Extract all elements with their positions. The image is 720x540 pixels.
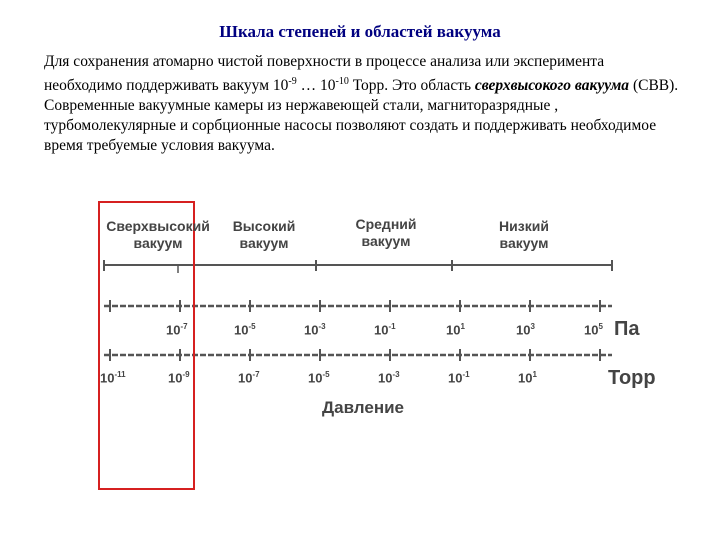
region-label-line: вакуум <box>133 235 183 251</box>
torr-unit-label: Торр <box>608 367 656 389</box>
torr-tick-label: $10^{-1}$ <box>448 370 470 386</box>
region-label-line: вакуум <box>239 235 289 251</box>
region-label-line: Средний <box>355 216 417 232</box>
torr-tick-label: $10^{-11}$ <box>100 370 126 386</box>
torr-tick-label: $10^{-9}$ <box>168 370 190 386</box>
pa-tick-label: $10^{-1}$ <box>374 322 396 338</box>
region-label-line: вакуум <box>361 233 411 249</box>
paragraph-emphasis: сверхвысокого вакуума <box>474 77 630 95</box>
paragraph-text-2: … 10 <box>296 77 336 95</box>
paragraph-text-1: Для сохранения атомарно чистой поверхности в процессе анализа или эксперимента необходимо поддерживать вакуум 10 <box>44 53 605 95</box>
pa-tick-label: $10^{-5}$ <box>234 322 256 338</box>
region-label-line: вакуум <box>499 235 549 251</box>
pa-unit-label: Па <box>614 318 640 340</box>
axis-title-pressure: Давление <box>322 398 404 417</box>
torr-tick-label: $10^{-7}$ <box>238 370 260 386</box>
region-label-low <box>484 218 564 252</box>
page-title: Шкала степеней и областей вакуума <box>219 22 501 41</box>
paragraph-text-3: Торр. Это область <box>348 77 475 95</box>
paragraph-exponent-1: -9 <box>288 76 297 87</box>
torr-tick-label: $10^{-5}$ <box>308 370 330 386</box>
pa-tick-label: $10^{-3}$ <box>304 322 326 338</box>
pa-tick-label: $10^3$ <box>516 322 535 338</box>
region-label-line: Низкий <box>499 218 549 234</box>
pa-tick-label: $10^5$ <box>584 322 603 338</box>
pa-tick-label: $10^{-7}$ <box>166 322 188 338</box>
paragraph-exponent-2: -10 <box>335 76 349 87</box>
region-label-line: Высокий <box>232 218 296 234</box>
pa-tick-label: $10^1$ <box>446 322 465 338</box>
region-label-medium <box>346 216 426 250</box>
torr-tick-label: $10^1$ <box>518 370 537 386</box>
region-label-uhv <box>100 218 216 252</box>
torr-tick-label: $10^{-3}$ <box>378 370 400 386</box>
region-label-line: Сверхвысокий <box>106 218 210 234</box>
region-label-high <box>226 218 302 252</box>
paragraph-text-4: (СВВ). Современные вакуумные камеры из нержавеющей стали, магниторазрядные , турбомолекулярные и сорбционные насосы позволяют создать и поддерживать необходимое время требуемые условия вакуума. <box>44 77 679 155</box>
